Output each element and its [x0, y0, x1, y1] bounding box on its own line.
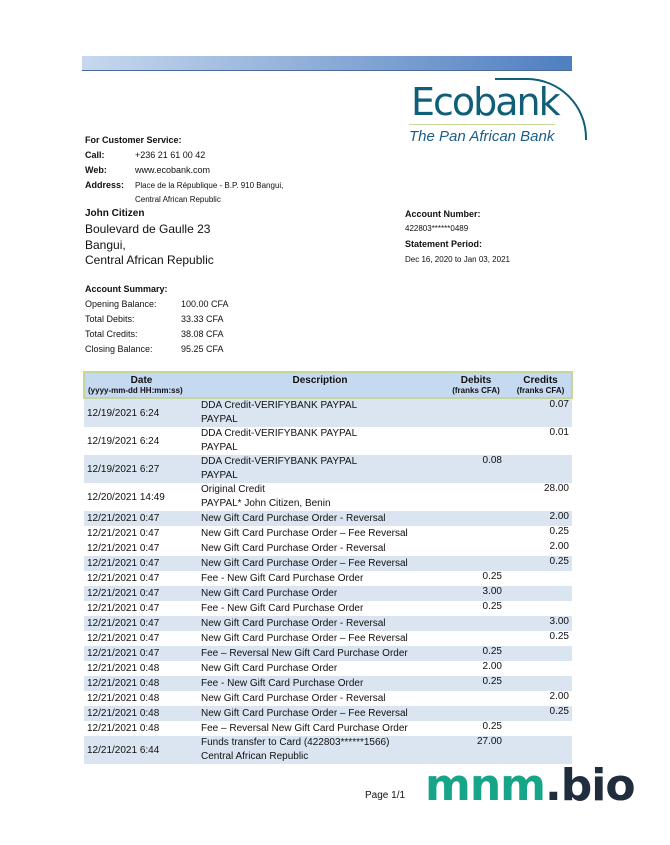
table-row [84, 706, 572, 721]
transactions-table [83, 371, 573, 764]
page-number: Page 1/1 [365, 790, 406, 801]
summary-value: 33.33 CFA [181, 314, 224, 324]
account-summary-heading: Account Summary: [85, 284, 168, 294]
cell-description: Original Credit PAYPAL* John Citizen, Benin [201, 484, 331, 509]
account-number: 422803******0489 [405, 224, 469, 233]
cell-credit [510, 646, 572, 661]
cell-description: New Gift Card Purchase Order – Fee Reversal [201, 527, 408, 539]
cell-credit: 3.00 [549, 616, 569, 627]
cell-description: New Gift Card Purchase Order [201, 587, 338, 599]
table-row [84, 721, 572, 736]
cell-date: 12/21/2021 0:48 [87, 693, 160, 704]
table-row [84, 511, 572, 526]
cell-date: 12/21/2021 0:47 [87, 633, 160, 644]
cell-debit [442, 691, 510, 706]
table-header [84, 372, 572, 398]
cell-credit [510, 586, 572, 601]
cell-credit: 0.25 [549, 706, 569, 717]
cell-description: New Gift Card Purchase Order - Reversal [201, 692, 386, 704]
cell-debit [442, 526, 510, 541]
summary-value: 38.08 CFA [181, 329, 224, 339]
summary-credits [85, 329, 224, 339]
address-line1: Place de la République - B.P. 910 Bangui, [135, 181, 284, 190]
cell-description: DDA Credit-VERIFYBANK PAYPAL PAYPAL [201, 456, 358, 481]
summary-label: Total Debits: [85, 314, 135, 324]
cell-debit [442, 398, 510, 427]
summary-label: Total Credits: [85, 329, 138, 339]
customer-name: John Citizen [85, 208, 145, 219]
cell-date: 12/21/2021 0:47 [87, 603, 160, 614]
address-line2: Central African Republic [135, 195, 221, 204]
cell-date: 12/19/2021 6:27 [87, 463, 160, 475]
cell-debit: 0.25 [482, 721, 502, 732]
cell-description: New Gift Card Purchase Order – Fee Reversal [201, 632, 408, 644]
cell-credit: 0.25 [549, 631, 569, 642]
cell-date: 12/21/2021 0:47 [87, 558, 160, 569]
cell-credit: 2.00 [549, 511, 569, 522]
bank-tagline: The Pan African Bank [409, 128, 555, 145]
cell-credit [510, 455, 572, 483]
logo-divider [409, 124, 555, 125]
table-row [84, 483, 572, 511]
summary-value: 95.25 CFA [181, 344, 224, 354]
address-row [85, 180, 283, 190]
cell-debit: 27.00 [476, 736, 502, 747]
ecobank-logo [405, 76, 575, 151]
cell-description: New Gift Card Purchase Order - Reversal [201, 617, 386, 629]
cell-date: 12/21/2021 0:48 [87, 678, 160, 689]
cell-description: New Gift Card Purchase Order – Fee Reversal [201, 557, 408, 569]
cell-credit [510, 571, 572, 586]
statement-period: Dec 16, 2020 to Jan 03, 2021 [405, 255, 510, 264]
table-row [84, 691, 572, 706]
cell-debit: 3.00 [482, 586, 502, 597]
customer-address-line2: Bangui, [85, 238, 126, 252]
cell-debit: 0.25 [482, 646, 502, 657]
cell-debit: 0.25 [482, 676, 502, 687]
cell-date: 12/21/2021 0:48 [87, 723, 160, 734]
cell-credit: 0.07 [549, 399, 569, 410]
cell-debit: 0.08 [482, 455, 502, 466]
summary-value: 100.00 CFA [181, 299, 229, 309]
header-credits: Credits (franks CFA) [516, 375, 565, 395]
cell-debit [442, 541, 510, 556]
customer-service-heading: For Customer Service: [85, 135, 182, 145]
table-row [84, 398, 572, 427]
cell-date: 12/21/2021 0:47 [87, 588, 160, 599]
header-debits: Debits (franks CFA) [452, 375, 500, 395]
cell-credit [510, 661, 572, 676]
call-value: +236 21 61 00 42 [135, 150, 206, 160]
table-row [84, 631, 572, 646]
cell-description: Fee – Reversal New Gift Card Purchase Order [201, 722, 408, 734]
cell-date: 12/21/2021 0:48 [87, 708, 160, 719]
table-row [84, 616, 572, 631]
cell-date: 12/21/2021 6:44 [87, 744, 160, 756]
table-row [84, 571, 572, 586]
cell-date: 12/20/2021 14:49 [87, 491, 165, 503]
cell-debit: 0.25 [482, 571, 502, 582]
cell-debit [442, 511, 510, 526]
summary-label: Closing Balance: [85, 344, 153, 354]
cell-credit [510, 601, 572, 616]
summary-debits [85, 314, 224, 324]
summary-label: Opening Balance: [85, 299, 157, 309]
bank-name: Ecobank [411, 80, 559, 124]
cell-description: New Gift Card Purchase Order - Reversal [201, 542, 386, 554]
cell-credit: 0.01 [549, 427, 569, 438]
cell-date: 12/21/2021 0:47 [87, 648, 160, 659]
cell-date: 12/21/2021 0:47 [87, 618, 160, 629]
cell-credit: 2.00 [549, 691, 569, 702]
cell-date: 12/21/2021 0:48 [87, 663, 160, 674]
cell-description: Fee - New Gift Card Purchase Order [201, 677, 364, 689]
table-row [84, 541, 572, 556]
cell-debit [442, 706, 510, 721]
table-row [84, 646, 572, 661]
web-value: www.ecobank.com [135, 165, 211, 175]
cell-date: 12/21/2021 0:47 [87, 573, 160, 584]
call-row [85, 150, 205, 160]
table-row [84, 661, 572, 676]
cell-description: Fee - New Gift Card Purchase Order [201, 602, 364, 614]
cell-debit [442, 556, 510, 571]
table-row [84, 586, 572, 601]
watermark: mnm.bio [425, 760, 635, 811]
statement-period-label: Statement Period: [405, 239, 483, 249]
customer-address-line3: Central African Republic [85, 253, 214, 267]
cell-date: 12/21/2021 0:47 [87, 543, 160, 554]
cell-description: Funds transfer to Card (422803******1566) Central African Republic [201, 737, 390, 762]
cell-description: DDA Credit-VERIFYBANK PAYPAL PAYPAL [201, 400, 358, 425]
web-row [85, 165, 210, 175]
customer-address-line1: Boulevard de Gaulle 23 [85, 222, 211, 236]
cell-credit [510, 721, 572, 736]
cell-debit: 2.00 [482, 661, 502, 672]
header-date: Date (yyyy-mm-dd HH:mm:ss) [88, 375, 183, 395]
table-row [84, 526, 572, 541]
cell-description: Fee - New Gift Card Purchase Order [201, 572, 364, 584]
cell-debit [442, 483, 510, 511]
call-label: Call: [85, 150, 105, 160]
account-number-label: Account Number: [405, 209, 481, 219]
cell-credit: 0.25 [549, 526, 569, 537]
table-row [84, 427, 572, 455]
summary-closing [85, 344, 224, 354]
cell-debit [442, 631, 510, 646]
cell-description: Fee – Reversal New Gift Card Purchase Order [201, 647, 408, 659]
cell-credit: 2.00 [549, 541, 569, 552]
cell-credit: 28.00 [543, 483, 569, 494]
cell-date: 12/19/2021 6:24 [87, 407, 160, 419]
table-row [84, 676, 572, 691]
cell-date: 12/19/2021 6:24 [87, 435, 160, 447]
cell-credit [510, 676, 572, 691]
cell-credit: 0.25 [549, 556, 569, 567]
table-row [84, 601, 572, 616]
cell-date: 12/21/2021 0:47 [87, 513, 160, 524]
cell-description: New Gift Card Purchase Order - Reversal [201, 512, 386, 524]
summary-opening [85, 299, 229, 309]
cell-description: New Gift Card Purchase Order [201, 662, 338, 674]
cell-debit: 0.25 [482, 601, 502, 612]
cell-date: 12/21/2021 0:47 [87, 528, 160, 539]
cell-debit [442, 427, 510, 455]
table-row [84, 455, 572, 483]
cell-debit [442, 616, 510, 631]
web-label: Web: [85, 165, 107, 175]
header-description: Description [292, 375, 348, 386]
header-bar [82, 56, 572, 71]
cell-description: New Gift Card Purchase Order – Fee Reversal [201, 707, 408, 719]
address-label: Address: [85, 180, 125, 190]
cell-description: DDA Credit-VERIFYBANK PAYPAL PAYPAL [201, 428, 358, 453]
table-row [84, 556, 572, 571]
